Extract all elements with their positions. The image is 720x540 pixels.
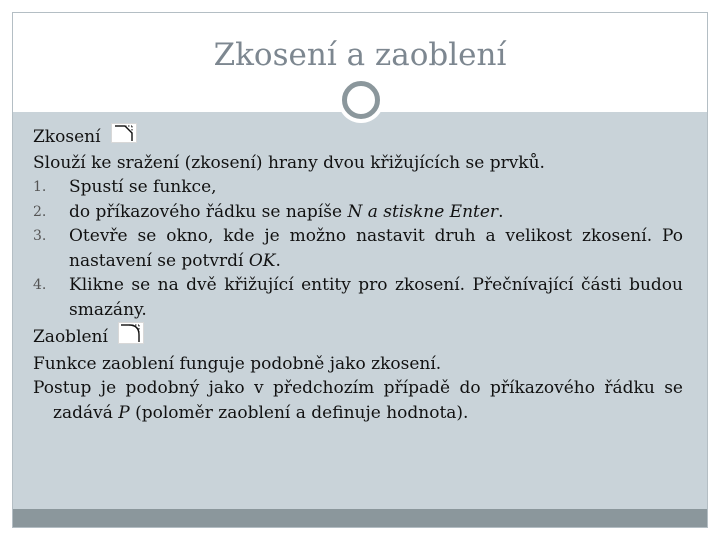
- list-text-emphasis: N a stiskne Enter: [347, 201, 499, 222]
- list-text-part: do příkazového řádku se napíše: [69, 201, 348, 222]
- chamfer-intro: Slouží ke sražení (zkosení) hrany dvou křižujících se prvků.: [33, 152, 545, 173]
- list-item: [33, 224, 683, 273]
- paragraph-part: Postup je podobný jako v předchozím případě do příkazového řádku se zadává: [33, 378, 683, 423]
- list-number: 2.: [33, 203, 47, 220]
- chamfer-icon: [111, 123, 137, 151]
- list-text: Spustí se funkce,: [69, 177, 217, 197]
- list-text-part: .: [498, 201, 504, 222]
- fillet-paragraph-1: Funkce zaoblení funguje podobně jako zkosení.: [33, 353, 442, 374]
- fillet-icon: [118, 322, 144, 352]
- list-item: [33, 175, 683, 200]
- slide: [12, 12, 708, 528]
- list-text: [69, 224, 683, 273]
- list-number: 3.: [33, 228, 47, 244]
- list-text: Klikne se na dvě křižující entity pro zkosení. Přečnívající části budou smazány.: [69, 275, 683, 320]
- fillet-paragraph-2: [33, 376, 683, 425]
- list-item: [33, 200, 683, 225]
- slide-title: Zkosení a zaoblení: [213, 37, 507, 73]
- section-heading-fillet: [33, 322, 683, 352]
- paragraph-part: (poloměr zaoblení a definuje hodnota).: [129, 402, 469, 423]
- list-item: [33, 273, 683, 322]
- bottom-bar: [13, 509, 707, 527]
- section-heading-label: Zaoblení: [33, 326, 108, 347]
- list-text: [69, 200, 683, 225]
- section-heading-label: Zkosení: [33, 126, 101, 147]
- paragraph-emphasis: P: [118, 402, 130, 423]
- list-text-part: Otevře se okno, kde je možno nastavit druh a velikost zkosení. Po nastavení se potvrdí: [69, 226, 683, 271]
- list-text-part: .: [275, 250, 281, 271]
- slide-content: [33, 123, 683, 425]
- list-number: 1.: [33, 179, 47, 195]
- list-text-emphasis: OK: [248, 250, 276, 271]
- section-heading-chamfer: [33, 123, 683, 151]
- title-circle-ornament: [342, 81, 380, 119]
- list-number: 4.: [33, 277, 47, 293]
